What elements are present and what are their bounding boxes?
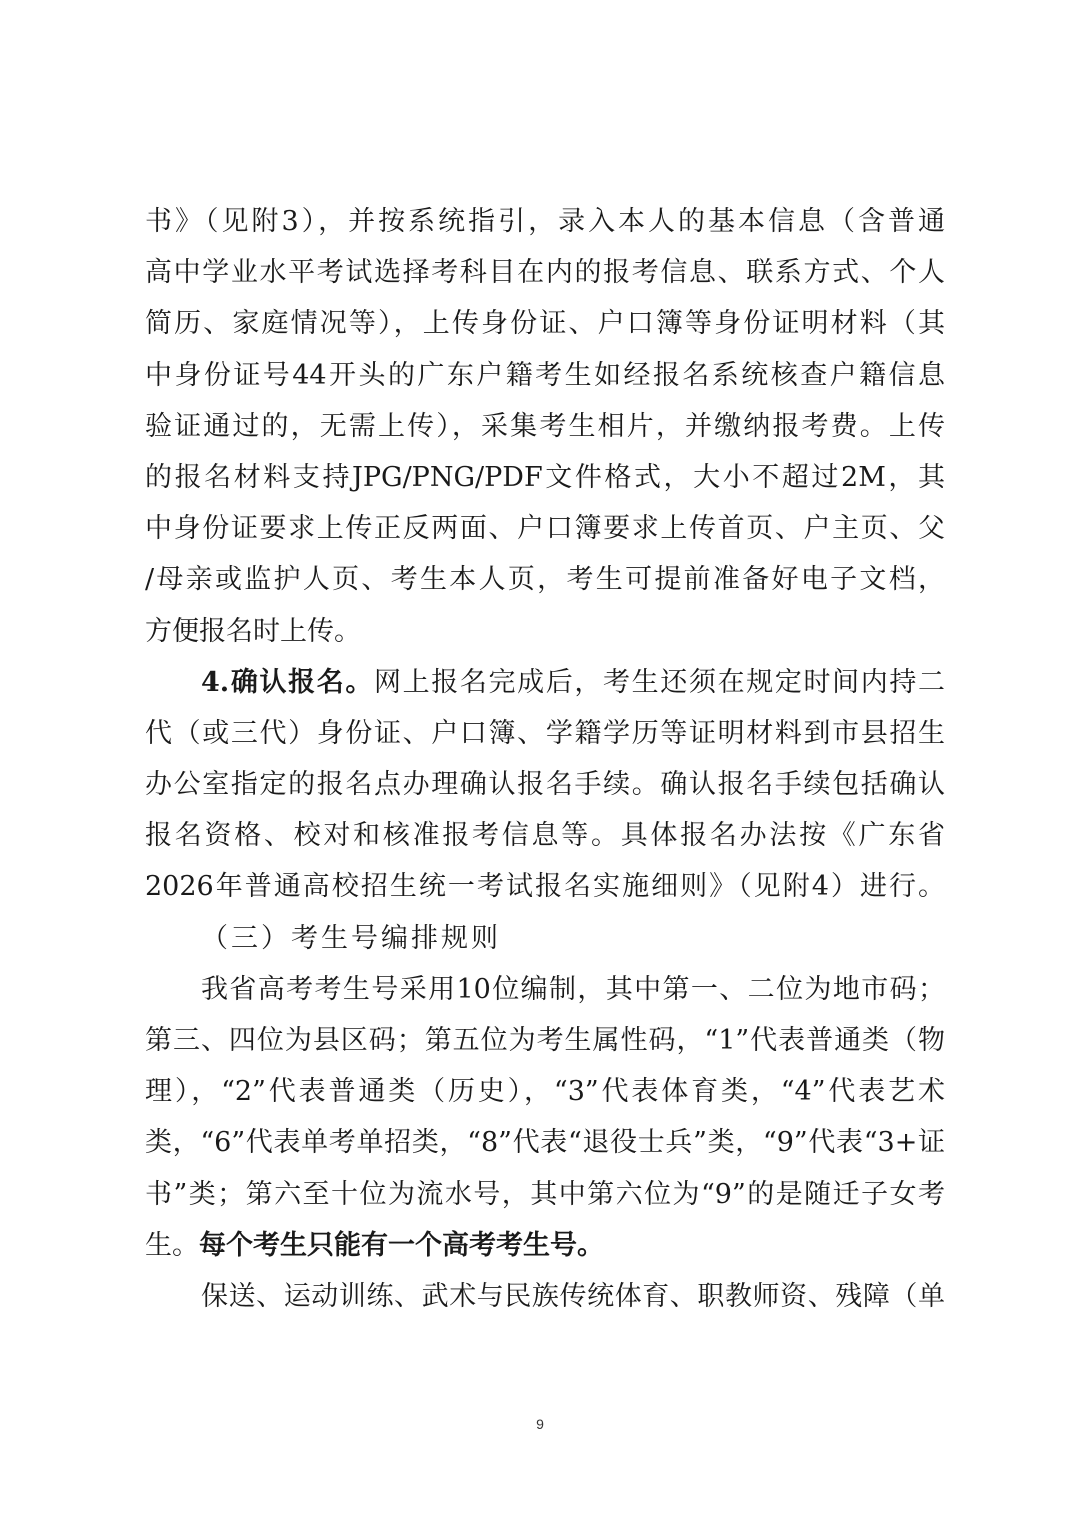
text-span: 生。 [145, 1229, 199, 1261]
text-line: 2026年普通高校招生统一考试报名实施细则》（见附4）进行。 [145, 871, 945, 903]
text-line: 高中学业水平考试选择考科目在内的报考信息、联系方式、个人 [145, 257, 945, 289]
text-line: 类，“6”代表单考单招类，“8”代表“退役士兵”类，“9”代表“3+证 [145, 1127, 945, 1159]
document-body [145, 196, 945, 1322]
text-line: 书》（见附3），并按系统指引，录入本人的基本信息（含普通 [145, 206, 945, 237]
text-line: 理），“2”代表普通类（历史），“3”代表体育类，“4”代表艺术 [145, 1076, 945, 1108]
text-line: /母亲或监护人页、考生本人页，考生可提前准备好电子文档， [145, 564, 945, 596]
text-line: 的报名材料支持JPG/PNG/PDF文件格式，大小不超过2M，其 [145, 461, 945, 493]
section-4-first-line [145, 657, 945, 708]
section-4-title: 4.确认报名。 [201, 666, 374, 698]
text-line: 书”类；第六至十位为流水号，其中第六位为“9”的是随迁子女考 [145, 1178, 945, 1210]
text-line: 我省高考考生号采用10位编制，其中第一、二位为地市码； [201, 973, 945, 1005]
section-heading: （三）考生号编排规则 [201, 922, 501, 954]
text-line: 中身份证要求上传正反两面、户口簿要求上传首页、户主页、父 [145, 513, 945, 545]
text-line: 代（或三代）身份证、户口簿、学籍学历等证明材料到市县招生 [145, 717, 945, 749]
text-line: 报名资格、校对和核准报考信息等。具体报名办法按《广东省 [145, 820, 945, 852]
text-line: 验证通过的，无需上传），采集考生相片，并缴纳报考费。上传 [145, 410, 945, 442]
text-line: 第三、四位为县区码；第五位为考生属性码，“1”代表普通类（物 [145, 1025, 945, 1056]
text-line: 保送、运动训练、武术与民族传统体育、职教师资、残障（单 [201, 1280, 945, 1312]
text-line-with-emphasis [145, 1220, 945, 1271]
section-4-text: 网上报名完成后，考生还须在规定时间内持二 [373, 666, 946, 698]
text-line: 办公室指定的报名点办理确认报名手续。确认报名手续包括确认 [145, 769, 945, 801]
emphasis-text: 每个考生只能有一个高考考生号。 [199, 1229, 604, 1261]
page-number: 9 [536, 1416, 544, 1432]
text-line: 中身份证号44开头的广东户籍考生如经报名系统核查户籍信息 [145, 359, 945, 391]
text-line: 简历、家庭情况等），上传身份证、户口簿等身份证明材料（其 [145, 308, 945, 340]
text-line: 方便报名时上传。 [145, 615, 361, 647]
